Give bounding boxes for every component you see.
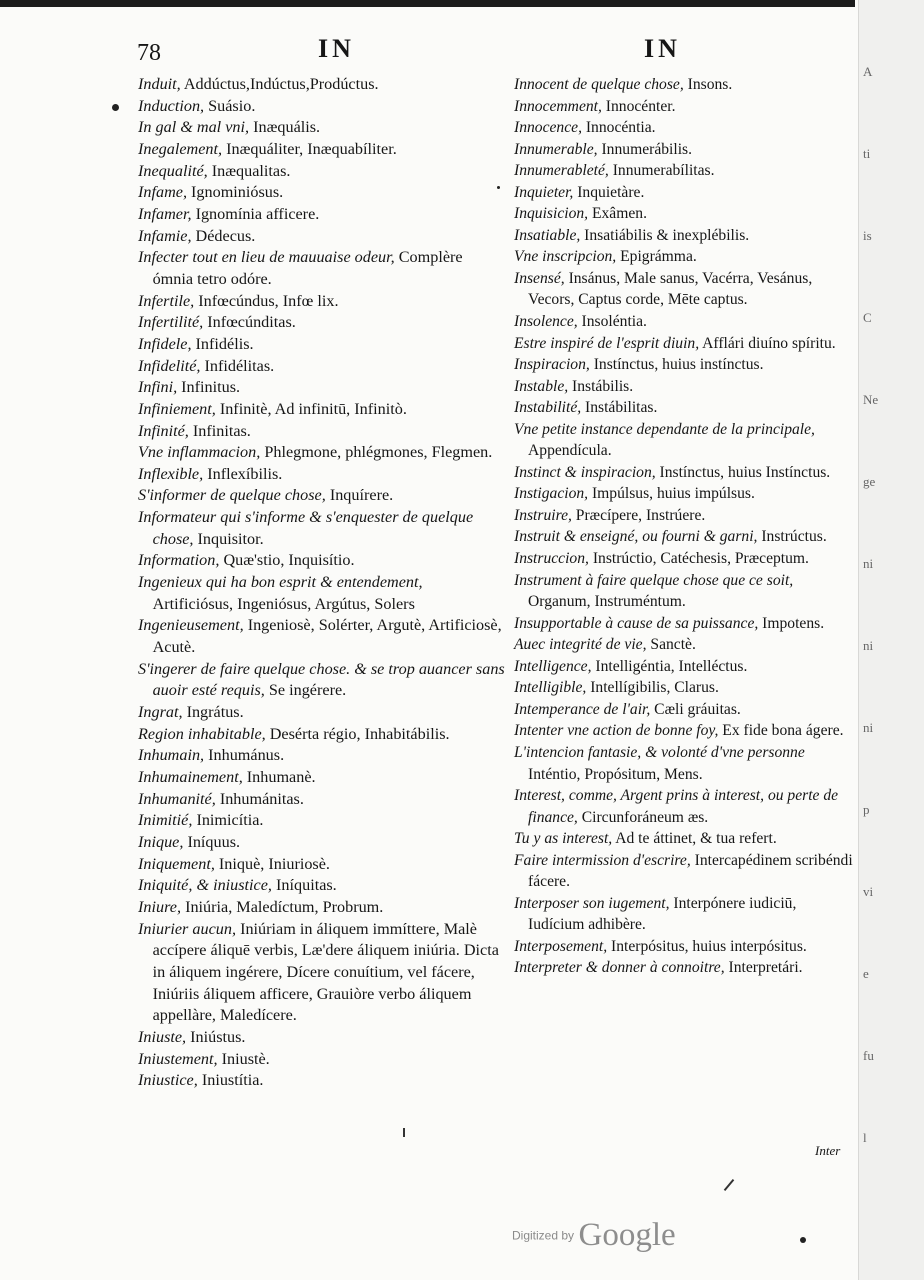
- entry-headword: Infamer,: [138, 204, 192, 223]
- entry-headword: Iniquement,: [138, 854, 215, 873]
- entry-latin-gloss: Inquírere.: [325, 486, 394, 505]
- entry-headword: Interposement,: [514, 937, 608, 955]
- entry-headword: Insensé,: [514, 269, 565, 287]
- entry-headword: Iniuste,: [138, 1027, 187, 1046]
- entry-latin-gloss: Infinitus.: [177, 378, 241, 397]
- entry-headword: Intelligence,: [514, 657, 592, 675]
- dictionary-entry: [138, 1027, 506, 1049]
- dictionary-entry: [138, 810, 506, 832]
- entry-latin-gloss: Instínctus, huius Instínctus.: [655, 463, 831, 481]
- entry-latin-gloss: Iniústus.: [186, 1027, 246, 1046]
- entry-latin-gloss: Intelligéntia, Intelléctus.: [591, 657, 748, 675]
- entry-headword: Instruccion,: [514, 550, 589, 568]
- scan-top-edge: [0, 0, 855, 7]
- entry-latin-gloss: Inquisitor.: [193, 529, 264, 548]
- entry-headword: Region inhabitable,: [138, 724, 266, 743]
- entry-latin-gloss: Iniúriam in áliquem immíttere, Malè accípere áliquē verbis, Læ'dere áliquem iniúria. Dicta in áliquem ingérere, Dícere conuítium, vel fácere, Iniúriis áliquem afficere, Grauiòre verbo áliquem appellàre, Maledícere.: [152, 919, 499, 1025]
- entry-latin-gloss: Dédecus.: [191, 226, 256, 245]
- entry-latin-gloss: Innumerabílitas.: [608, 162, 715, 180]
- dictionary-entry: [514, 957, 854, 979]
- dictionary-entry: [514, 850, 854, 893]
- dictionary-entry: [138, 702, 506, 724]
- dictionary-entry: [514, 376, 854, 398]
- entry-headword: Innocence,: [514, 119, 582, 137]
- margin-fragment: Ne: [863, 392, 879, 407]
- margin-fragment: vi: [863, 884, 874, 899]
- entry-latin-gloss: Exâmen.: [588, 205, 647, 223]
- entry-latin-gloss: Insoléntia.: [577, 313, 647, 331]
- dictionary-entry: [138, 334, 506, 356]
- entry-latin-gloss: Ad te áttinet, & tua refert.: [612, 830, 777, 848]
- entry-headword: Inhumain,: [138, 746, 205, 765]
- entry-headword: Intelligible,: [514, 679, 587, 697]
- entry-headword: Innumerable,: [514, 140, 598, 158]
- dictionary-entry: [138, 96, 506, 118]
- entry-headword: Intenter vne action de bonne foy,: [514, 722, 719, 740]
- dictionary-entry: [514, 203, 854, 225]
- dictionary-entry: [514, 570, 854, 613]
- entry-headword: Inflexible,: [138, 464, 204, 483]
- entry-latin-gloss: Infœcúndus, Infœ lix.: [194, 291, 339, 310]
- entry-latin-gloss: Inhumanè.: [242, 768, 316, 786]
- entry-latin-gloss: Inæqualitas.: [207, 161, 291, 180]
- entry-latin-gloss: Iniustítia.: [197, 1071, 264, 1090]
- entry-latin-gloss: Insánus, Male sanus, Vacérra, Vesánus, Vecors, Captus corde, Mēte captus.: [528, 269, 813, 309]
- dictionary-entry: [514, 742, 854, 785]
- entry-headword: Vne inscripcion,: [514, 248, 617, 266]
- entry-headword: Insupportable à cause de sa puissance,: [514, 614, 759, 632]
- entry-headword: Ingenieusement,: [138, 616, 244, 635]
- dictionary-entry: [138, 919, 506, 1027]
- dictionary-entry: [138, 875, 506, 897]
- entry-headword: Inspiracion,: [514, 356, 590, 374]
- dictionary-entry: [138, 226, 506, 248]
- margin-fragment: p: [863, 802, 870, 817]
- entry-headword: Infini,: [138, 378, 178, 397]
- entry-latin-gloss: Quæ'stio, Inquisítio.: [219, 551, 355, 570]
- entry-headword: Instable,: [514, 377, 569, 395]
- entry-headword: Information,: [138, 551, 220, 570]
- entry-headword: Interposer son iugement,: [514, 894, 670, 912]
- dictionary-entry: [514, 397, 854, 419]
- right-column: [514, 74, 854, 979]
- dictionary-entry: [138, 767, 506, 789]
- entry-latin-gloss: Inæquáliter, Inæquabíliter.: [222, 139, 397, 158]
- entry-latin-gloss: Iníquus.: [183, 832, 241, 851]
- dictionary-entry: [138, 832, 506, 854]
- dictionary-entry: [514, 117, 854, 139]
- dictionary-entry: [138, 854, 506, 876]
- entry-latin-gloss: Suásio.: [204, 96, 256, 115]
- dictionary-entry: [514, 526, 854, 548]
- margin-fragment: ge: [863, 474, 876, 489]
- entry-latin-gloss: Inténtio, Propósitum, Mens.: [528, 765, 703, 783]
- dictionary-entry: [138, 745, 506, 767]
- dictionary-entry: [514, 333, 854, 355]
- dictionary-entry: [514, 225, 854, 247]
- entry-latin-gloss: Interpósitus, huius interpósitus.: [607, 937, 807, 955]
- entry-latin-gloss: Inæquális.: [249, 118, 321, 137]
- dictionary-entry: [138, 204, 506, 226]
- entry-latin-gloss: Artificiósus, Ingeniósus, Argútus, Solers: [152, 594, 415, 613]
- dictionary-entry: [138, 182, 506, 204]
- entry-headword: Infidele,: [138, 334, 192, 353]
- entry-headword: Insolence,: [514, 313, 578, 331]
- catchword: Inter: [815, 1143, 841, 1158]
- entry-latin-gloss: Se ingérere.: [264, 681, 347, 700]
- entry-headword: Iniure,: [138, 897, 182, 916]
- dictionary-entry: [514, 268, 854, 311]
- margin-fragment: C: [863, 310, 872, 325]
- entry-headword: Inique,: [138, 832, 184, 851]
- running-head-right: IN: [644, 34, 681, 63]
- google-logo: Google: [578, 1217, 676, 1253]
- entry-headword: Inhumanité,: [138, 789, 216, 808]
- dictionary-entry: [514, 677, 854, 699]
- entry-headword: Instruire,: [514, 506, 572, 524]
- dictionary-entry: [138, 724, 506, 746]
- dictionary-entry: [514, 613, 854, 635]
- entry-latin-gloss: Innumerábilis.: [597, 140, 693, 158]
- entry-latin-gloss: Complère ómnia tetro odóre.: [152, 248, 463, 288]
- entry-headword: Inhumainement,: [138, 768, 243, 786]
- entry-latin-gloss: Ignomínia afficere.: [191, 204, 320, 223]
- entry-headword: Faire intermission d'escrire,: [514, 851, 691, 869]
- entry-latin-gloss: Interpónere iudiciū, Iudícium adhibère.: [528, 894, 797, 934]
- dictionary-entry: [514, 893, 854, 936]
- dictionary-entry: [138, 550, 506, 572]
- entry-headword: Interpreter & donner à connoitre,: [514, 959, 725, 977]
- dictionary-entry: [514, 828, 854, 850]
- entry-headword: Instruit & enseigné, ou fourni & garni,: [514, 528, 758, 546]
- entry-headword: Inegalement,: [138, 139, 223, 158]
- entry-headword: Vne petite instance dependante de la principale,: [514, 420, 815, 438]
- entry-latin-gloss: Phlegmone, phlégmones, Flegmen.: [260, 443, 493, 462]
- dictionary-entry: [514, 936, 854, 958]
- dictionary-entry: [138, 1070, 506, 1092]
- entry-latin-gloss: Infœcúnditas.: [203, 313, 296, 332]
- dictionary-entry: [514, 246, 854, 268]
- entry-headword: Inquisicion,: [514, 205, 589, 223]
- entry-latin-gloss: Insatiábilis & inexplébilis.: [580, 226, 750, 244]
- dictionary-entry: [138, 161, 506, 183]
- ink-mark: [403, 1128, 405, 1137]
- entry-latin-gloss: Infidélitas.: [200, 356, 275, 375]
- margin-fragment: ni: [863, 720, 874, 735]
- dictionary-entry: [514, 160, 854, 182]
- entry-latin-gloss: Inquietàre.: [573, 183, 645, 201]
- entry-headword: Infertile,: [138, 291, 195, 310]
- entry-latin-gloss: Infidélis.: [191, 334, 254, 353]
- dictionary-entry: [138, 291, 506, 313]
- digitized-by-text: Digitized by: [512, 1228, 575, 1243]
- entry-latin-gloss: Intercapédinem scribéndi fácere.: [528, 851, 853, 891]
- entry-headword: S'ingerer de faire quelque chose. & se trop auancer sans auoir esté requis,: [138, 659, 505, 700]
- ink-speck: [800, 1237, 806, 1243]
- entry-headword: Innocemment,: [514, 97, 602, 115]
- dictionary-entry: [514, 505, 854, 527]
- entry-headword: L'intencion fantasie, & volonté d'vne personne: [514, 743, 805, 761]
- entry-latin-gloss: Interpretári.: [724, 959, 803, 977]
- dictionary-entry: [138, 507, 506, 550]
- entry-latin-gloss: Iniquè, Iniuriosè.: [214, 854, 330, 873]
- entry-headword: Interest, comme, Argent prins à interest, ou perte de finance,: [514, 787, 839, 826]
- entry-latin-gloss: Impúlsus, huius impúlsus.: [588, 485, 755, 503]
- facing-page-edge: [858, 0, 924, 1280]
- entry-headword: Iniustement,: [138, 1049, 218, 1068]
- page-number: 78: [137, 40, 161, 66]
- entry-latin-gloss: Afflári diuíno spíritu.: [699, 334, 836, 352]
- dictionary-entry: [138, 1049, 506, 1071]
- entry-latin-gloss: Insons.: [683, 76, 733, 93]
- dictionary-entry: [514, 354, 854, 376]
- dictionary-entry: [514, 419, 854, 462]
- entry-headword: Ingrat,: [138, 703, 183, 722]
- entry-headword: Infamie,: [138, 226, 192, 245]
- dictionary-entry: [514, 96, 854, 118]
- entry-latin-gloss: Inhumánus.: [204, 746, 285, 765]
- entry-headword: Intemperance de l'air,: [514, 700, 651, 718]
- margin-fragment: l: [863, 1130, 867, 1145]
- entry-latin-gloss: Desérta régio, Inhabitábilis.: [265, 724, 450, 743]
- entry-headword: Instigacion,: [514, 485, 589, 503]
- margin-fragment: ni: [863, 556, 874, 571]
- dictionary-entry: [514, 462, 854, 484]
- dictionary-entry: [514, 311, 854, 333]
- entry-latin-gloss: Circunforáneum æs.: [577, 808, 709, 826]
- entry-headword: Innocent de quelque chose,: [514, 76, 684, 93]
- dictionary-entry: [138, 74, 506, 96]
- entry-headword: S'informer de quelque chose,: [138, 486, 326, 505]
- entry-headword: Estre inspiré de l'esprit diuin,: [514, 334, 700, 352]
- entry-headword: Instrument à faire quelque chose que ce soit,: [514, 571, 794, 589]
- dictionary-entry: [514, 548, 854, 570]
- dictionary-entry: [138, 247, 506, 290]
- ink-mark: [724, 1179, 735, 1191]
- entry-latin-gloss: Intellígibilis, Clarus.: [586, 679, 719, 697]
- margin-fragment: ti: [863, 146, 871, 161]
- entry-headword: Inimitié,: [138, 811, 193, 830]
- entry-headword: Infinité,: [138, 421, 189, 440]
- entry-latin-gloss: Instábilis.: [568, 377, 634, 395]
- entry-latin-gloss: Iniúria, Maledíctum, Probrum.: [181, 897, 384, 916]
- entry-latin-gloss: Innocénter.: [601, 97, 676, 115]
- entry-latin-gloss: Ignominiósus.: [187, 183, 284, 202]
- dictionary-entry: [514, 182, 854, 204]
- entry-latin-gloss: Addúctus,Indúctus,Prodúctus.: [180, 75, 379, 93]
- entry-headword: Infidelité,: [138, 356, 201, 375]
- dictionary-entry: [514, 785, 854, 828]
- dictionary-entry: [514, 656, 854, 678]
- entry-latin-gloss: Iníquitas.: [271, 876, 337, 895]
- dictionary-entry: [138, 139, 506, 161]
- ink-speck: [497, 186, 500, 189]
- entry-latin-gloss: Sanctè.: [646, 636, 696, 654]
- entry-headword: Vne inflammacion,: [138, 443, 261, 462]
- entry-latin-gloss: Organum, Instruméntum.: [528, 593, 686, 611]
- entry-latin-gloss: Iniustè.: [217, 1049, 270, 1068]
- dictionary-entry: [514, 720, 854, 742]
- entry-headword: In gal & mal vni,: [138, 118, 250, 137]
- entry-latin-gloss: Instrúctio, Catéchesis, Præceptum.: [588, 550, 809, 568]
- entry-latin-gloss: Impotens.: [758, 614, 825, 632]
- left-column: [138, 74, 506, 1092]
- entry-latin-gloss: Ingeniosè, Solérter, Argutè, Artificiosè, Acutè.: [152, 616, 502, 657]
- entry-latin-gloss: Instábilitas.: [581, 399, 658, 417]
- margin-fragment: fu: [863, 1048, 874, 1063]
- margin-fragment: is: [863, 228, 872, 243]
- dictionary-entry: [138, 377, 506, 399]
- dictionary-entry: [514, 483, 854, 505]
- entry-latin-gloss: Infinitas.: [188, 421, 251, 440]
- entry-headword: Instabilité,: [514, 399, 582, 417]
- entry-headword: Informateur qui s'informe & s'enquester de quelque chose,: [138, 508, 474, 548]
- dictionary-entry: [138, 312, 506, 334]
- entry-latin-gloss: Innocéntia.: [581, 119, 656, 137]
- dictionary-entry: [514, 139, 854, 161]
- dictionary-entry: [138, 399, 506, 421]
- entry-headword: Iniurier aucun,: [138, 919, 237, 938]
- entry-headword: Inequalité,: [138, 161, 208, 180]
- entry-headword: Induit,: [138, 75, 181, 93]
- entry-headword: Infiniement,: [138, 399, 216, 418]
- entry-latin-gloss: Epigrámma.: [616, 248, 697, 266]
- dictionary-entry: [514, 74, 854, 96]
- dictionary-entry: [138, 789, 506, 811]
- entry-latin-gloss: Appendícula.: [528, 442, 612, 460]
- entry-latin-gloss: Ingrátus.: [182, 703, 244, 722]
- entry-latin-gloss: Instínctus, huius instínctus.: [589, 356, 764, 374]
- entry-headword: Inquieter,: [514, 183, 574, 201]
- entry-headword: Innumerableté,: [514, 162, 609, 180]
- entry-headword: Induction,: [138, 96, 205, 115]
- dictionary-entry: [138, 615, 506, 658]
- margin-fragment: A: [863, 64, 873, 79]
- dictionary-entry: [138, 356, 506, 378]
- margin-fragment: e: [863, 966, 869, 981]
- entry-latin-gloss: Inimicítia.: [192, 811, 264, 830]
- entry-latin-gloss: Cæli gráuitas.: [650, 700, 741, 718]
- dictionary-entry: [138, 572, 506, 615]
- entry-latin-gloss: Instrúctus.: [757, 528, 827, 546]
- entry-headword: Infertilité,: [138, 313, 204, 332]
- entry-headword: Ingenieux qui ha bon esprit & entendement,: [138, 573, 423, 592]
- entry-headword: Instinct & inspiracion,: [514, 463, 656, 481]
- entry-latin-gloss: Ex fide bona ágere.: [718, 722, 844, 740]
- ink-speck: [112, 104, 119, 111]
- dictionary-entry: [138, 485, 506, 507]
- dictionary-entry: [138, 897, 506, 919]
- digitized-watermark: [512, 1217, 676, 1254]
- entry-headword: Tu y as interest,: [514, 830, 613, 848]
- margin-fragment: ni: [863, 638, 874, 653]
- dictionary-entry: [514, 699, 854, 721]
- entry-headword: Insatiable,: [514, 226, 581, 244]
- entry-headword: Auec integrité de vie,: [514, 636, 647, 654]
- dictionary-entry: [138, 464, 506, 486]
- entry-headword: Infame,: [138, 183, 187, 202]
- entry-headword: Iniquité, & iniustice,: [138, 876, 272, 895]
- entry-latin-gloss: Inflexíbilis.: [203, 464, 283, 483]
- dictionary-entry: [138, 117, 506, 139]
- entry-latin-gloss: Præcípere, Instrúere.: [571, 506, 706, 524]
- dictionary-entry: [138, 442, 506, 464]
- dictionary-entry: [514, 634, 854, 656]
- dictionary-entry: [138, 421, 506, 443]
- dictionary-entry: [138, 659, 506, 702]
- entry-headword: Iniustice,: [138, 1071, 198, 1090]
- entry-latin-gloss: Inhumánitas.: [215, 789, 304, 808]
- entry-headword: Infecter tout en lieu de mauuaise odeur,: [138, 248, 395, 267]
- entry-latin-gloss: Infinitè, Ad infinitū, Infinitò.: [215, 399, 407, 418]
- running-head-left: IN: [318, 34, 355, 63]
